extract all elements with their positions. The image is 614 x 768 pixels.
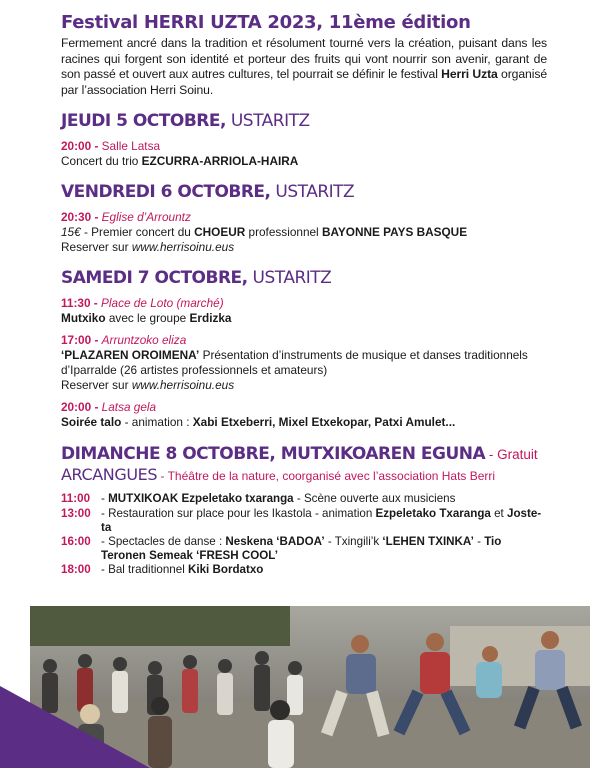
day-date: SAMEDI 7 OCTOBRE, [61,268,248,289]
event-text: Reserver sur [61,378,132,393]
schedule-segment: - Restauration sur place pour les Ikastola - animation [101,506,376,520]
day-date: VENDREDI 6 OCTOBRE, [61,182,271,203]
event-time-location [61,400,547,415]
schedule-time: 13:00 [61,506,91,520]
schedule-row [61,492,547,506]
schedule-segment: MUTXIKOAK Ezpeletako txaranga [108,492,294,506]
event-location: Salle Latsa [101,139,161,154]
schedule-segment: - Spectacles de danse : [101,534,226,548]
schedule-text [101,507,547,535]
event-line [61,415,547,430]
sunday-heading [61,444,547,465]
event [61,139,547,169]
sunday-place-note: - Théâtre de la nature, coorganisé avec l’association Hats Berri [157,469,496,484]
event-line [61,378,547,393]
event-line [61,348,547,363]
day-heading [61,268,547,289]
festival-title: Festival HERRI UZTA 2023, 11ème édition [61,12,471,33]
schedule-text [101,563,547,577]
event-text: www.herrisoinu.eus [131,240,235,255]
event-text: Erdizka [189,311,232,326]
schedule-row [61,507,547,535]
event-text: avec le groupe [105,311,190,326]
event [61,210,547,255]
event-location: Latsa gela [101,400,157,415]
days-list [61,111,547,430]
event-text: ‘PLAZAREN OROIMENA’ [61,348,200,363]
event-text: 15€ [61,225,81,240]
schedule-time: 11:00 [61,492,91,506]
schedule-segment: - [473,534,485,548]
event-text: EZCURRA-ARRIOLA-HAIRA [141,154,299,169]
event-location: Arruntzoko eliza [101,333,187,348]
sunday-place-line [61,465,547,486]
sunday-gratuit: - Gratuit [485,447,538,463]
event-time: 20:30 - [61,210,99,225]
event-time: 11:30 - [61,296,98,311]
schedule-segment: et [490,506,507,520]
intro-text: Fermement ancré dans la tradition et résolument tourné vers la création, puisant dans les racines qui forgent son identité et porteur des fruits qui vont nourrir son avenir, garant de son passé et ouvert aux autres cultures, tel pourrait se définir le festival [61,36,547,82]
event-location: Place de Loto (marché) [101,296,224,311]
purple-corner-triangle [0,686,150,768]
event-text: professionnel [245,225,322,240]
intro-end: organisé par l’association Herri Soinu. [61,67,547,97]
day-heading [61,111,547,132]
schedule-text [101,492,547,506]
schedule-row [61,535,547,563]
schedule-segment: Neskena ‘BADOA’ [225,534,325,548]
event [61,400,547,430]
event-text: d’Iparralde (26 artistes professionnels et amateurs) [61,363,328,378]
event-text: Soirée talo [61,415,122,430]
event-text: Reserver sur [61,240,132,255]
day-place: USTARITZ [230,111,310,132]
schedule-segment: - Scène ouverte aux musiciens [293,492,456,506]
program-content [61,12,547,578]
schedule-segment: Tio Teronen Semeak ‘FRESH COOL’ [101,534,502,563]
event-text: Concert du trio [61,154,142,169]
event-line [61,363,547,378]
event-time-location [61,139,547,154]
event-time-location [61,333,547,348]
event-location: Eglise d’Arrountz [101,210,191,225]
schedule-text [101,535,547,563]
event-line [61,154,547,169]
sunday-schedule [61,492,547,577]
intro-festival-name: Herri Uzta [441,67,498,82]
event-line [61,311,547,326]
schedule-segment: - [101,492,109,506]
event-time-location [61,210,547,225]
event-time: 20:00 - [61,139,99,154]
schedule-row [61,563,547,577]
schedule-segment: Joste-ta [101,506,542,534]
day-date: JEUDI 5 OCTOBRE, [61,111,226,132]
event-text: CHOEUR [194,225,246,240]
event-time-location [61,296,547,311]
sunday-place: ARCANGUES [61,465,158,485]
event-text: Xabi Etxeberri, Mixel Etxekopar, Patxi Amulet... [192,415,456,430]
schedule-time: 16:00 [61,534,91,548]
schedule-segment: Ezpeletako Txaranga [375,506,491,520]
intro-paragraph [61,36,547,98]
event-text: BAYONNE PAYS BASQUE [321,225,468,240]
schedule-segment: - Txingili’k [324,534,383,548]
event-text: - animation : [121,415,193,430]
event-text: - Premier concert du [80,225,195,240]
schedule-segment: - Bal traditionnel [101,563,188,577]
event-line [61,240,547,255]
schedule-segment: ‘LEHEN TXINKA’ [382,534,474,548]
sunday-date: DIMANCHE 8 OCTOBRE, MUTXIKOAREN EGUNA [61,444,486,465]
event [61,333,547,393]
event-text: www.herrisoinu.eus [131,378,235,393]
event-time: 20:00 - [61,400,99,415]
event [61,296,547,326]
day-place: USTARITZ [275,182,355,203]
day-place: USTARITZ [252,268,332,289]
schedule-segment: Kiki Bordatxo [188,563,264,577]
event-line [61,225,547,240]
event-time: 17:00 - [61,333,99,348]
day-heading [61,182,547,203]
schedule-time: 18:00 [61,563,91,577]
event-text: Présentation d’instruments de musique et danses traditionnels [199,348,528,363]
event-text: Mutxiko [61,311,106,326]
